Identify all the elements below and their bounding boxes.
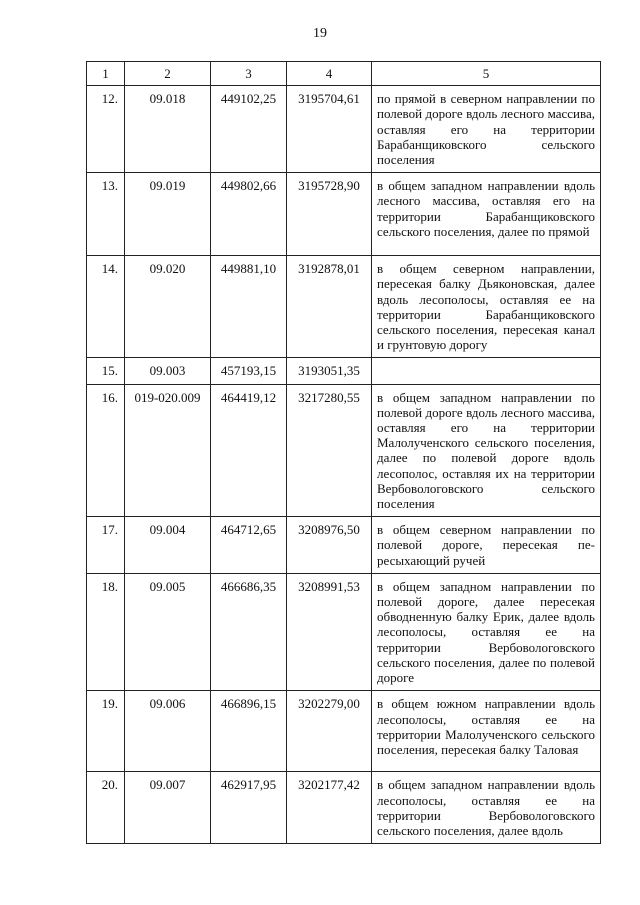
table-row [87,86,601,173]
coord-x: 457193,15 [211,358,287,384]
coord-x: 449102,25 [211,86,287,173]
boundary-description: в общем западном направлении вдоль лесного массива, оставляя его на территории Барабанщиковского сельского поселения, далее по прямой [372,173,601,256]
point-code: 09.003 [125,358,211,384]
coord-y: 3193051,35 [287,358,372,384]
table-row [87,691,601,772]
coord-x: 449802,66 [211,173,287,256]
table-header-row [87,62,601,86]
column-header: 2 [125,62,211,86]
point-code: 09.004 [125,517,211,574]
coord-x: 449881,10 [211,256,287,358]
column-header: 1 [87,62,125,86]
coord-x: 462917,95 [211,772,287,844]
boundary-description: в общем западном направлении по полевой дороге, далее пересекая обводненную балку Ерик, далее вдоль лесополосы, оставляя ее на территории Вербовологовского сельского поселения, далее по полевой дороге [372,573,601,690]
coord-y: 3208991,53 [287,573,372,690]
point-code: 09.006 [125,691,211,772]
point-code: 019-020.009 [125,384,211,517]
table-row [87,358,601,384]
point-code: 09.007 [125,772,211,844]
row-number: 20. [87,772,125,844]
boundary-description: в общем южном направлении вдоль лесополосы, оставляя ее на территории Малолученского сельского поселения, пересекая балку Таловая [372,691,601,772]
column-header: 3 [211,62,287,86]
row-number: 16. [87,384,125,517]
point-code: 09.020 [125,256,211,358]
coord-y: 3202279,00 [287,691,372,772]
row-number: 18. [87,573,125,690]
row-number: 17. [87,517,125,574]
page-number: 19 [313,26,327,41]
boundary-description: в общем западном направлении вдоль лесополосы, оставляя ее на территории Вербовологовского сельского поселения, далее вдоль [372,772,601,844]
row-number: 19. [87,691,125,772]
coord-x: 466686,35 [211,573,287,690]
boundary-description: в общем северном направлении по полевой дороге, пересекая пересыхающий ручей [372,517,601,574]
boundary-description: в общем западном направлении по полевой дороге вдоль лесного массива, оставляя его на территории Малолученского сельского поселения, далее по полевой дороге вдоль лесополос, оставляя их на территории Вербовологовского сельского поселения [372,384,601,517]
row-number: 12. [87,86,125,173]
coord-y: 3192878,01 [287,256,372,358]
boundary-description [372,358,601,384]
row-number: 13. [87,173,125,256]
column-header: 5 [372,62,601,86]
table-row [87,384,601,517]
point-code: 09.018 [125,86,211,173]
coord-y: 3195704,61 [287,86,372,173]
coord-x: 464712,65 [211,517,287,574]
boundary-table [86,61,601,844]
table-row [87,772,601,844]
point-code: 09.005 [125,573,211,690]
coord-y: 3195728,90 [287,173,372,256]
table-row [87,173,601,256]
coord-y: 3202177,42 [287,772,372,844]
column-header: 4 [287,62,372,86]
coord-y: 3208976,50 [287,517,372,574]
coord-x: 464419,12 [211,384,287,517]
row-number: 14. [87,256,125,358]
coord-y: 3217280,55 [287,384,372,517]
coord-x: 466896,15 [211,691,287,772]
row-number: 15. [87,358,125,384]
table-row [87,573,601,690]
table-row [87,256,601,358]
table-row [87,517,601,574]
boundary-description: по прямой в северном направлении по полевой дороге вдоль лесного массива, оставляя его на территории Барабанщиковского сельского поселения [372,86,601,173]
boundary-description: в общем северном направлении, пересекая балку Дьяконовская, далее вдоль лесополосы, оставляя ее на территории Барабанщиковского сельского поселения, пересекая канал и грунтовую дорогу [372,256,601,358]
point-code: 09.019 [125,173,211,256]
